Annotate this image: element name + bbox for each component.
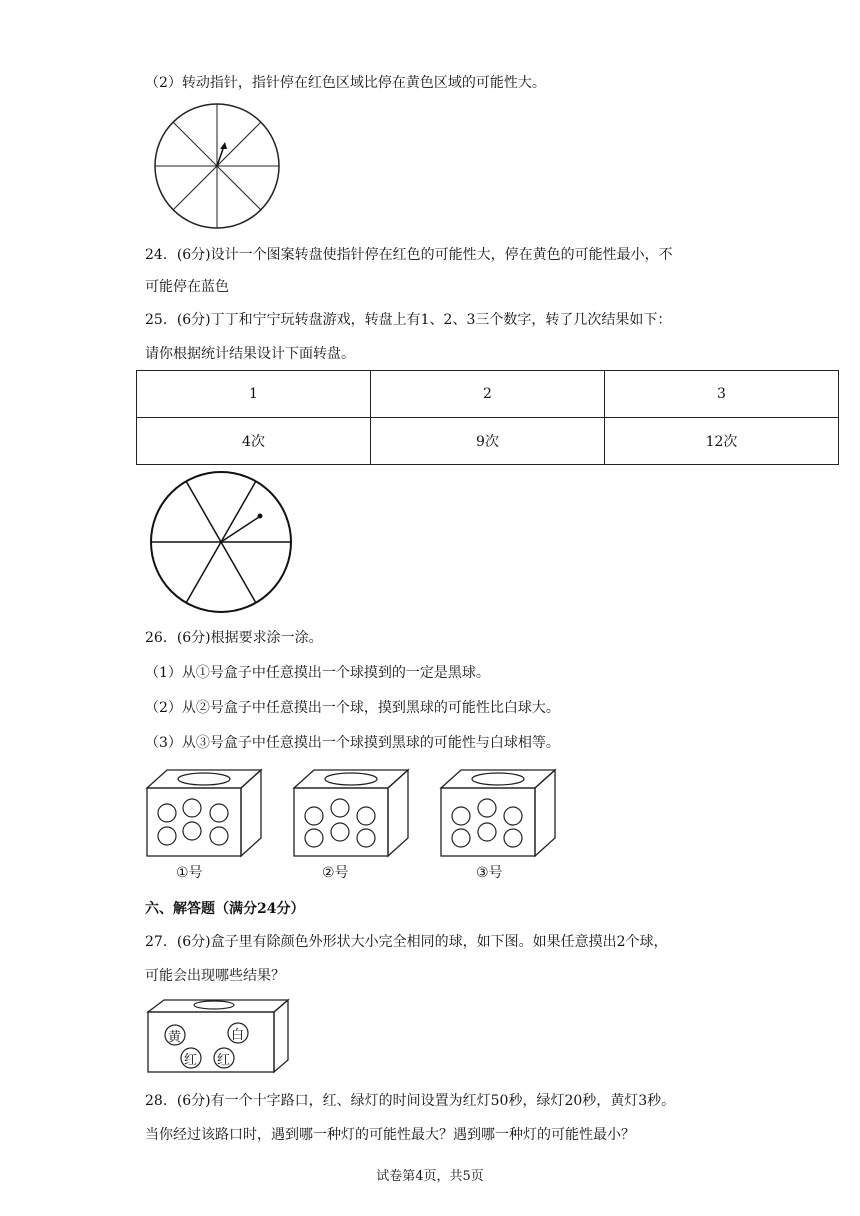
box-label-1: ①号: [176, 865, 203, 881]
q28-text-line1: 28．(6分)有一个十字路口，红、绿灯的时间设置为红灯50秒，绿灯20秒，黄灯3秒。: [145, 1093, 676, 1109]
q26-part1: （1）从①号盒子中任意摸出一个球摸到的一定是黑球。: [145, 665, 490, 681]
q28-text-line2: 当你经过该路口时，遇到哪一种灯的可能性最大？遇到哪一种灯的可能性最小？: [145, 1127, 635, 1143]
table-cell: 9次: [371, 418, 605, 465]
q24-text-line2: 可能停在蓝色: [145, 279, 229, 295]
ball-box-2: [294, 768, 424, 868]
q24-text-line1: 24．(6分)设计一个图案转盘使指针停在红色的可能性大，停在黄色的可能性最小，不: [145, 247, 673, 263]
q26-title: 26．(6分)根据要求涂一涂。: [145, 630, 323, 646]
ball-label-yellow: 黄: [168, 1030, 182, 1045]
spinner-pointer-icon: [217, 142, 227, 166]
ball-label-red: 红: [217, 1053, 231, 1068]
table-cell: 3: [605, 371, 839, 418]
six-sector-spinner: [146, 472, 296, 612]
section-heading: 六、解答题（满分24分）: [145, 901, 305, 917]
q23-part2-text: （2）转动指针，指针停在红色区域比停在黄色区域的可能性大。: [145, 75, 546, 91]
table-cell: 12次: [605, 418, 839, 465]
ball-box-1: [147, 768, 277, 868]
q26-part2: （2）从②号盒子中任意摸出一个球，摸到黑球的可能性比白球大。: [145, 700, 560, 716]
ball-label-red: 红: [184, 1053, 198, 1068]
page-footer: 试卷第4页，共5页: [376, 1169, 484, 1184]
ball-box-3: [441, 768, 571, 868]
ball-label-white: 白: [231, 1028, 245, 1043]
q27-text-line2: 可能会出现哪些结果？: [145, 968, 285, 984]
table-cell: 2: [371, 371, 605, 418]
spinner-pointer-icon: [221, 514, 263, 543]
eight-sector-spinner: [153, 102, 283, 232]
table-cell: 1: [137, 371, 371, 418]
box-label-2: ②号: [322, 865, 349, 881]
q26-part3: （3）从③号盒子中任意摸出一个球摸到黑球的可能性与白球相等。: [145, 735, 560, 751]
q27-text-line1: 27．(6分)盒子里有除颜色外形状大小完全相同的球，如下图。如果任意摸出2个球，: [145, 934, 668, 950]
table-cell: 4次: [137, 418, 371, 465]
table-header-row: [137, 371, 839, 418]
spin-results-table: [136, 370, 839, 465]
box-label-3: ③号: [476, 865, 503, 881]
q25-text-line2: 请你根据统计结果设计下面转盘。: [145, 346, 355, 362]
q25-text-line1: 25．(6分)丁丁和宁宁玩转盘游戏，转盘上有1、2、3三个数字，转了几次结果如下：: [145, 312, 672, 328]
table-row: [137, 418, 839, 465]
